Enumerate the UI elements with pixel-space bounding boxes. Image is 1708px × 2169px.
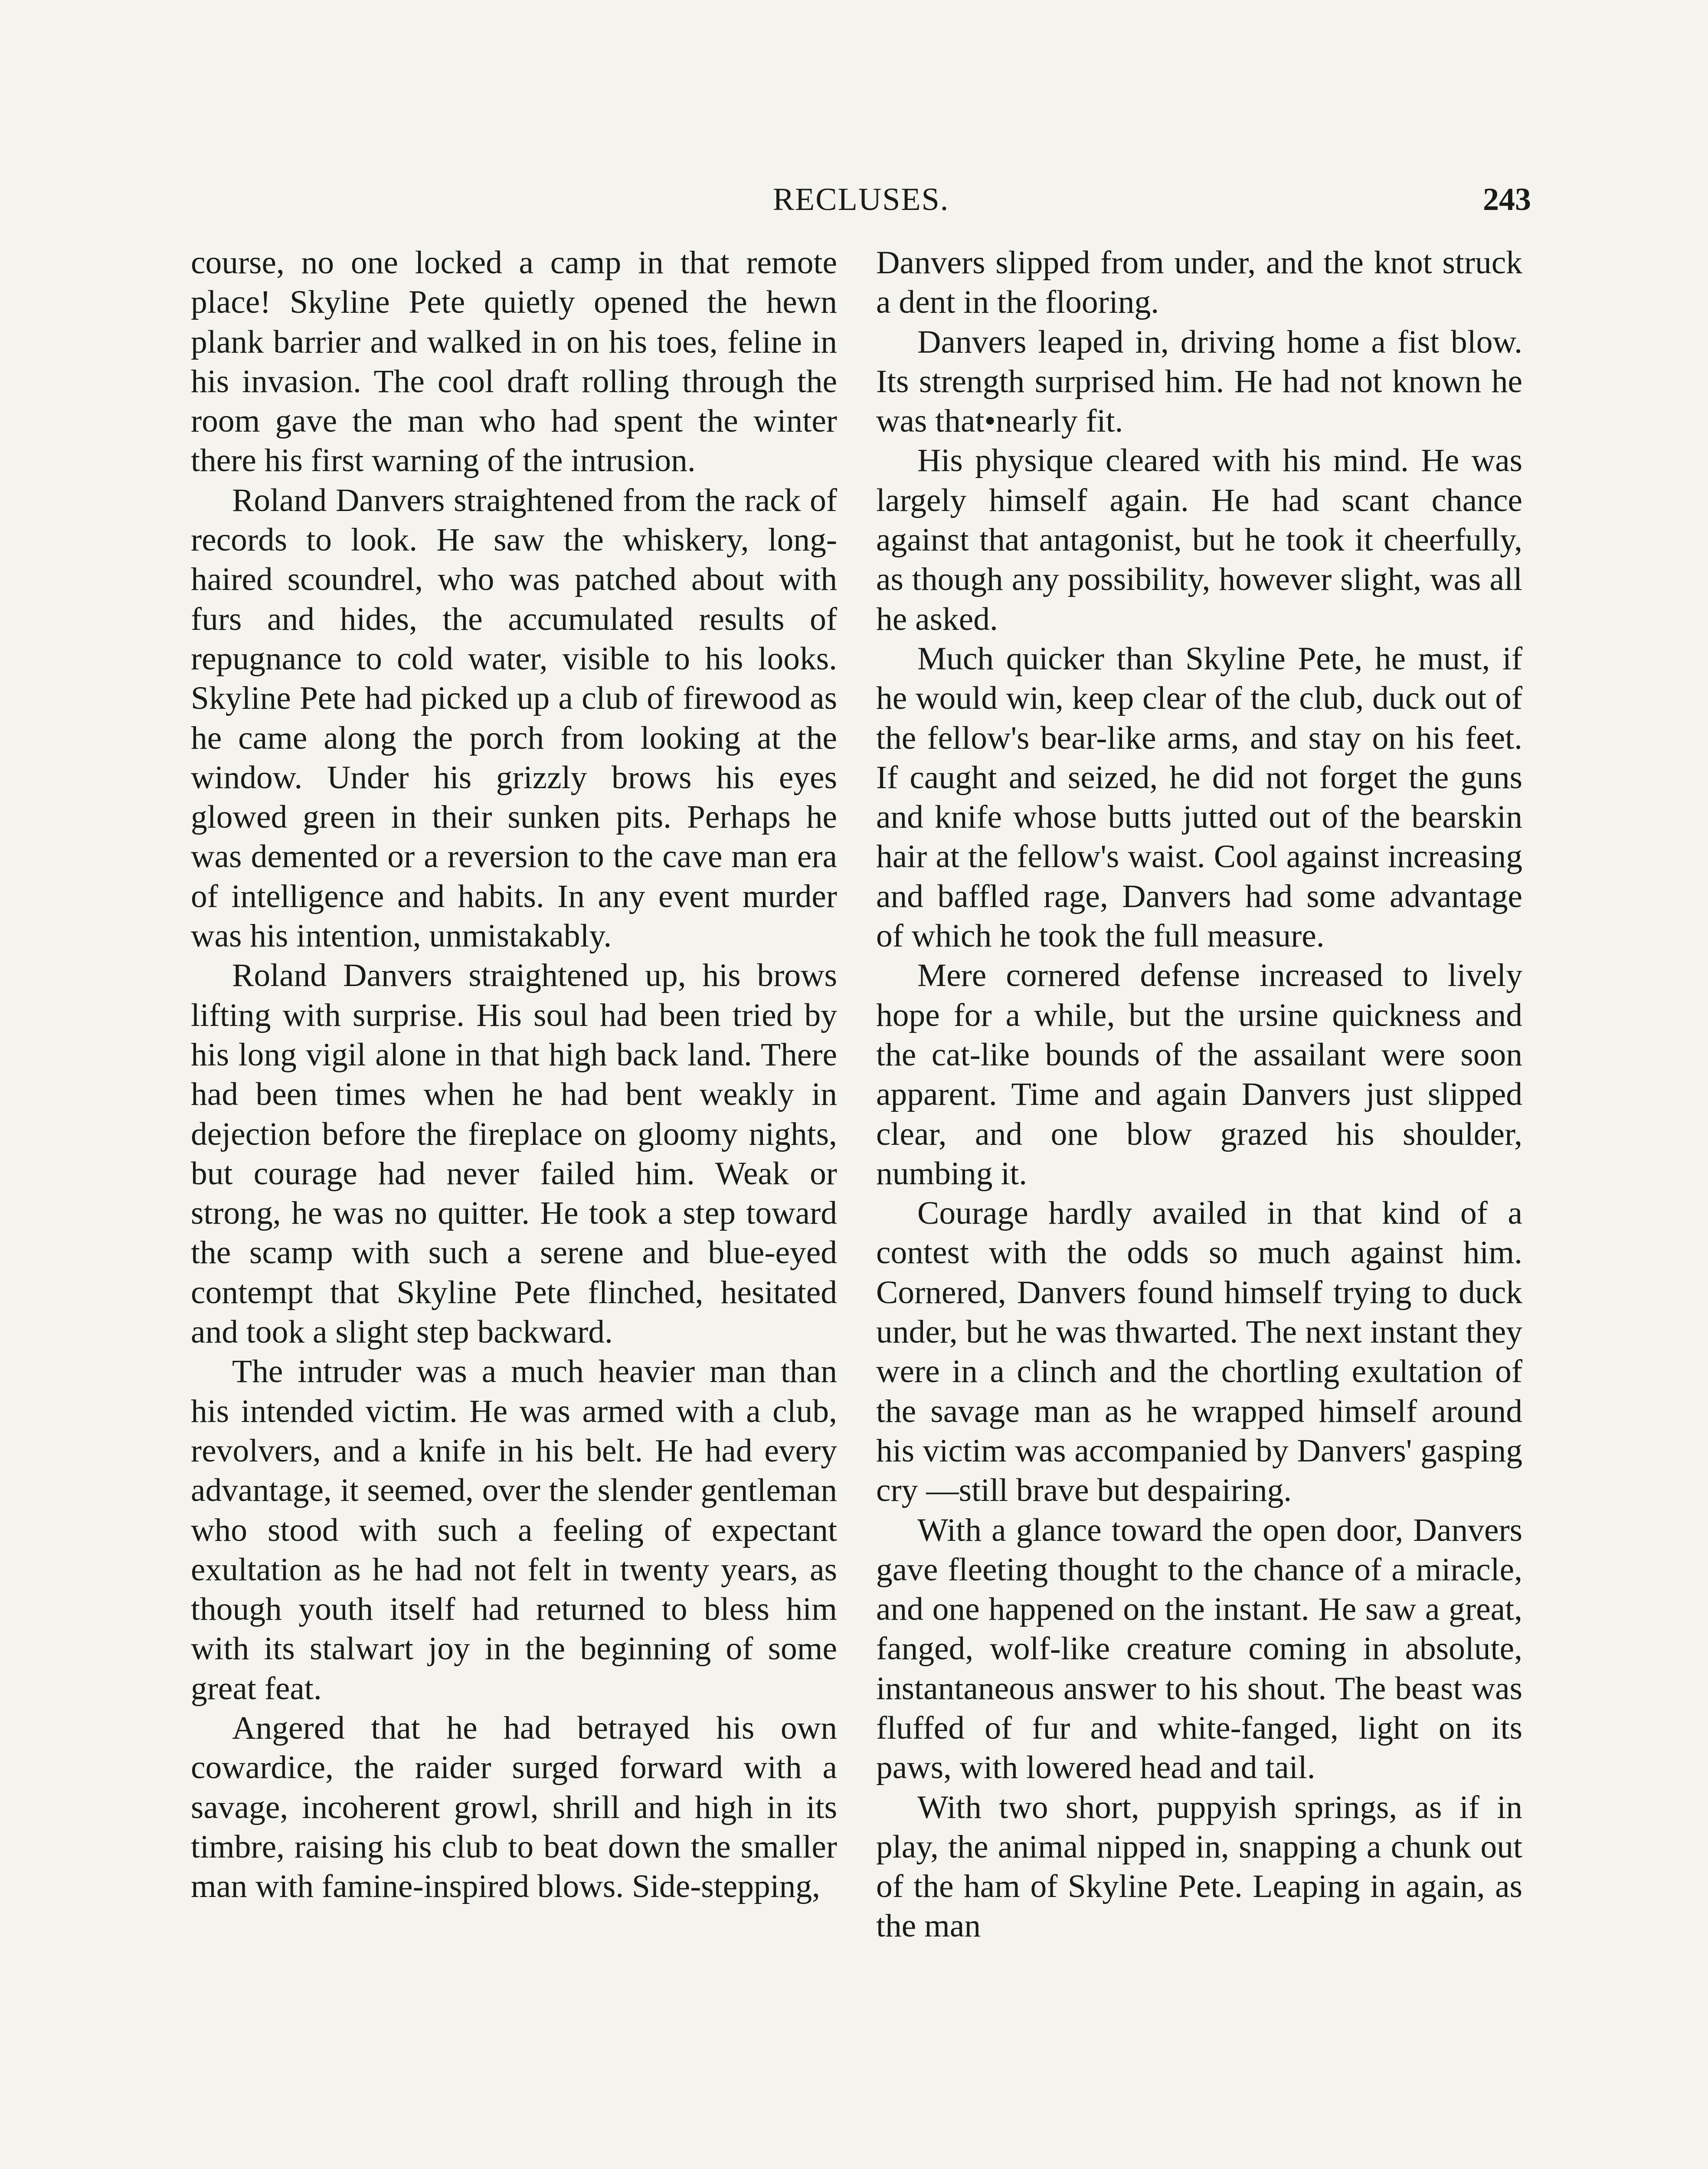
paragraph: course, no one locked a camp in that remote place! Skyline Pete quietly opened the hewn plank barrier and walked in on his toes, feline in his invasion. The cool draft rolling through the room gave the man who had spent the winter there his first warning of the intrusion.	[191, 245, 837, 479]
paragraph: The intruder was a much heavier man than his intended victim. He was armed with a club, revolvers, and a knife in his belt. He had every advantage, it seemed, over the slender gentleman who stood with such a feeling of expectant exultation as he had not felt in twenty years, as though youth itself had returned to bless him with its stalwart joy in the beginning of some great feat.	[191, 1353, 837, 1707]
paragraph: Angered that he had betrayed his own cowardice, the raider surged forward with a savage, incoherent growl, shrill and high in its timbre, raising his club to beat down the smaller man with famine-inspired blows. Side-stepping,	[191, 1710, 837, 1905]
page-number: 243	[1483, 182, 1531, 217]
page-header	[191, 174, 1531, 226]
paragraph: With a glance toward the open door, Danvers gave fleeting thought to the chance of a miracle, and one happened on the instant. He saw a great, fanged, wolf-like creature coming in absolute, instantaneous answer to his shout. The beast was fluffed of fur and white-fanged, light on its paws, with lowered head and tail.	[876, 1512, 1522, 1786]
paragraph: Danvers slipped from under, and the knot struck a dent in the flooring.	[876, 245, 1522, 321]
paragraph: With two short, puppyish springs, as if in play, the animal nipped in, snapping a chunk out of the ham of Skyline Pete. Leaping in again, as the man	[876, 1789, 1522, 1944]
left-column	[191, 243, 837, 1906]
paragraph: Roland Danvers straightened up, his brows lifting with surprise. His soul had been tried by his long vigil alone in that high back land. There had been times when he had bent weakly in dejection before the fireplace on gloomy nights, but courage had never failed him. Weak or strong, he was no quitter. He took a step toward the scamp with such a serene and blue-eyed contempt that Skyline Pete flinched, hesitated and took a slight step backward.	[191, 957, 837, 1350]
paragraph: His physique cleared with his mind. He was largely himself again. He had scant chance against that antagonist, but he took it cheerfully, as though any possibility, however slight, was all he asked.	[876, 442, 1522, 637]
running-head: RECLUSES.	[772, 182, 949, 217]
paragraph: Roland Danvers straightened from the rack of records to look. He saw the whiskery, long-haired scoundrel, who was patched about with furs and hides, the accumulated results of repugnance to cold water, visible to his looks. Skyline Pete had picked up a club of firewood as he came along the porch from looking at the window. Under his grizzly brows his eyes glowed green in their sunken pits. Perhaps he was demented or a reversion to the cave man era of intelligence and habits. In any event murder was his intention, unmistakably.	[191, 482, 837, 954]
paragraph: Much quicker than Skyline Pete, he must, if he would win, keep clear of the club, duck out of the fellow's bear-like arms, and stay on his feet. If caught and seized, he did not forget the guns and knife whose butts jutted out of the bearskin hair at the fellow's waist. Cool against increasing and baffled rage, Danvers had some advantage of which he took the full measure.	[876, 640, 1522, 954]
paragraph: Danvers leaped in, driving home a fist blow. Its strength surprised him. He had not known he was that•nearly fit.	[876, 324, 1522, 439]
paragraph: Mere cornered defense increased to lively hope for a while, but the ursine quickness and the cat-like bounds of the assailant were soon apparent. Time and again Danvers just slipped clear, and one blow grazed his shoulder, numbing it.	[876, 957, 1522, 1192]
paragraph: Courage hardly availed in that kind of a contest with the odds so much against him. Cornered, Danvers found himself trying to duck under, but he was thwarted. The next instant they were in a clinch and the chortling exultation of the savage man as he wrapped himself around his victim was accompanied by Danvers' gasping cry —still brave but despairing.	[876, 1195, 1522, 1509]
right-column	[876, 243, 1522, 1946]
